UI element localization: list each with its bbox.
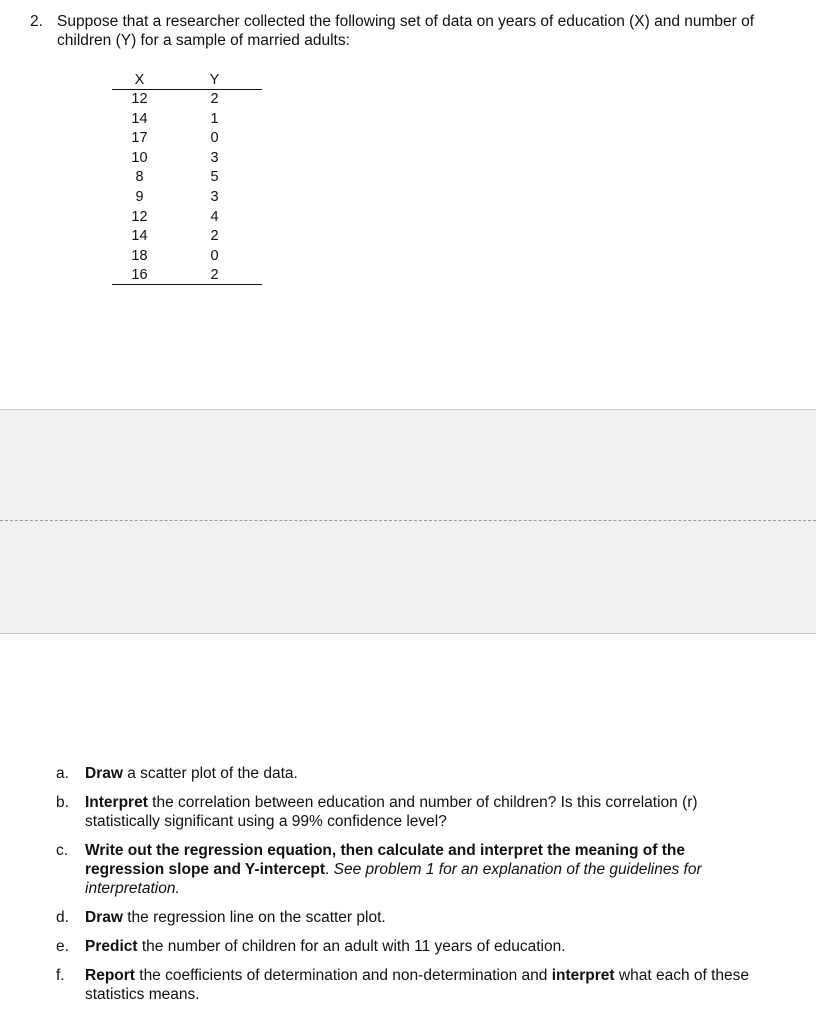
task-text: the number of children for an adult with 11 years of education.: [137, 938, 566, 955]
cell-y: 2: [210, 91, 219, 107]
task-letter: a.: [56, 765, 69, 782]
task-item: [56, 908, 756, 927]
table-row: [112, 129, 262, 149]
table-row: [112, 188, 262, 208]
task-keyword: Draw: [85, 909, 123, 926]
cell-y: 5: [210, 169, 219, 186]
table-row: [112, 149, 262, 169]
task-item: [56, 841, 756, 898]
cell-x: 10: [131, 149, 148, 166]
cell-x: 18: [131, 247, 148, 264]
cell-x: 9: [135, 188, 144, 205]
task-letter: d.: [56, 909, 69, 926]
task-list: [56, 764, 756, 1014]
dashed-divider: [0, 520, 816, 521]
task-letter: b.: [56, 794, 69, 811]
task-keyword: Interpret: [85, 794, 148, 811]
cell-y: 4: [210, 208, 219, 225]
task-item: [56, 764, 756, 783]
task-item: [56, 793, 756, 831]
cell-y: 3: [210, 149, 219, 166]
cell-x: 12: [131, 208, 148, 225]
task-text: .: [325, 861, 334, 878]
task-item: [56, 966, 756, 1004]
task-note: See problem 1 for an explanation of the guidelines for interpretation.: [85, 861, 702, 897]
cell-x: 14: [131, 110, 148, 127]
table-row: [112, 90, 262, 110]
task-keyword: Report: [85, 967, 135, 984]
column-header-y: Y: [167, 72, 262, 90]
table-row: [112, 227, 262, 247]
task-text: the coefficients of determination and non-determination and: [134, 967, 552, 984]
task-item: [56, 937, 756, 956]
data-table: [112, 72, 262, 285]
cell-y: 1: [210, 110, 219, 127]
table-body: [112, 90, 262, 285]
cell-y: 2: [167, 266, 262, 285]
task-letter: e.: [56, 938, 69, 955]
task-text: the correlation between education and number of children? Is this correlation (r) statistically significant using a 99% confidence level?: [85, 794, 698, 830]
task-text: what each of these statistics means.: [85, 967, 750, 1003]
cell-x: 16: [112, 266, 167, 285]
cell-x: 17: [131, 130, 148, 147]
task-letter: f.: [56, 967, 65, 984]
task-text: a scatter plot of the data.: [122, 765, 298, 782]
task-text: the regression line on the scatter plot.: [122, 909, 386, 926]
problem-statement: [30, 12, 790, 50]
task-keyword: Draw: [85, 765, 123, 782]
table-row: [112, 208, 262, 228]
cell-y: 3: [210, 188, 219, 205]
table-header-row: [112, 72, 262, 90]
table-row: [112, 247, 262, 267]
task-letter: c.: [56, 842, 69, 859]
task-keyword: Predict: [85, 938, 138, 955]
cell-x: 8: [135, 169, 144, 186]
problem-number: 2.: [30, 13, 43, 30]
cell-y: 0: [210, 130, 219, 147]
table-row: [112, 266, 262, 285]
cell-x: 14: [131, 228, 148, 245]
cell-y: 2: [210, 228, 219, 245]
answer-area[interactable]: [0, 409, 816, 634]
column-header-x: X: [112, 72, 167, 90]
table-row: [112, 110, 262, 130]
problem-text: Suppose that a researcher collected the following set of data on years of education (X) and number of children (Y) for a sample of married adults:: [57, 13, 755, 49]
task-keyword: interpret: [551, 967, 615, 984]
task-keyword: Write out the regression equation, then calculate and interpret the meaning of the regression slope and Y-intercept: [85, 842, 685, 878]
cell-y: 0: [210, 247, 219, 264]
cell-x: 12: [131, 91, 148, 107]
table-row: [112, 168, 262, 188]
